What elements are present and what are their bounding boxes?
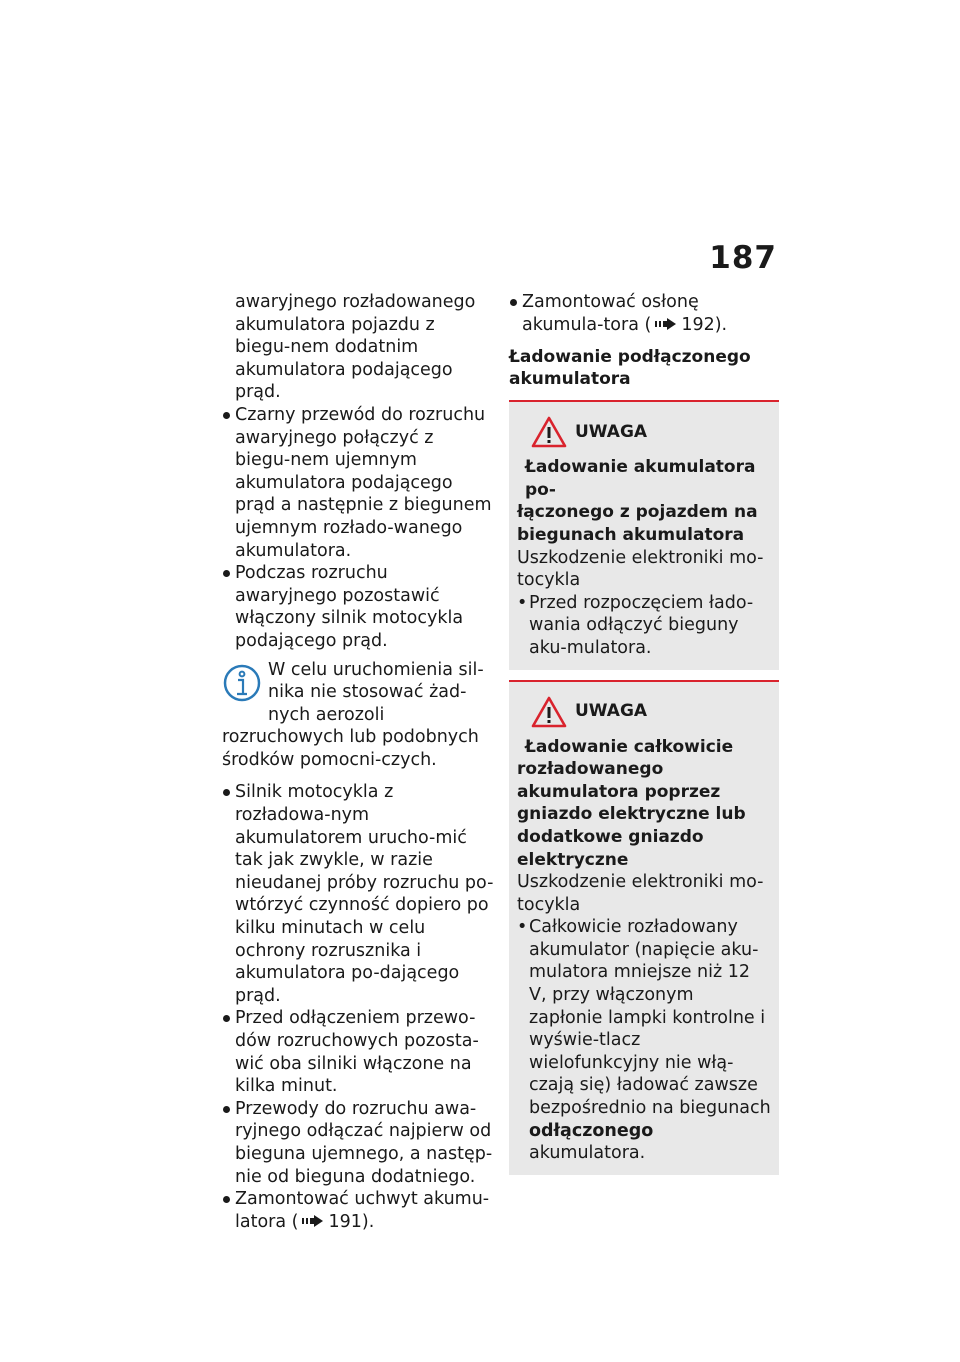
note-text: W celu uruchomienia sil-nika nie stosować żad-nych aerozoli rozruchowych lub podobnych środków pomocni-czych.: [222, 659, 484, 770]
warning-title-line: Ładowanie akumulatora po-: [525, 457, 756, 500]
warning-triangle-icon: [531, 415, 567, 449]
warning-consequence: Uszkodzenie elektroniki mo-tocykla: [517, 872, 764, 915]
warning-header: [531, 414, 771, 450]
right-column: [509, 291, 779, 1185]
warning-title: [517, 456, 771, 546]
info-icon: [222, 661, 262, 705]
list-item-text: Zamontować uchwyt akumu-latora (: [235, 1189, 490, 1232]
page-reference[interactable]: 191).: [328, 1211, 375, 1232]
arrow-right-icon: [655, 317, 677, 331]
warning-box: [509, 400, 779, 669]
list-item-text: Zamontować osłonę akumula-tora (: [522, 292, 699, 335]
warning-triangle-icon: [531, 695, 567, 729]
warning-label: UWAGA: [575, 701, 648, 722]
continued-text: awaryjnego rozładowanego akumulatora pojazdu z biegu-nem dodatnim akumulatora podającego prąd.: [235, 292, 476, 403]
warning-label: UWAGA: [575, 421, 648, 442]
warning-instruction-text: Całkowicie rozładowany akumulator (napięcie aku-mulatora mniejsze niż 12 V, przy włączonym zapłonie lampki kontrolne i wyświe-tlacz wielofunkcyjny nie włą-czają się) ładować zawsze bezpośrednio na biegunach: [529, 917, 771, 1119]
warning-title-line: Ładowanie całkowicie: [525, 736, 734, 757]
warning-consequence: Uszkodzenie elektroniki mo-tocykla: [517, 547, 764, 591]
emphasis-text: odłączonego: [529, 1120, 654, 1141]
info-note: [222, 659, 494, 772]
list-item: [222, 1188, 494, 1233]
section-heading: Ładowanie podłączonego akumulatora: [509, 347, 751, 390]
warning-box: [509, 680, 779, 1175]
warning-instruction: • Przed rozpoczęciem łado-wania odłączyć bieguny aku-mulatora.: [517, 592, 771, 660]
list-item: Przed odłączeniem przewo-dów rozruchowych pozosta-wić oba silniki włączone na kilka minut.: [222, 1007, 494, 1097]
warning-header: [531, 694, 771, 730]
arrow-right-icon: [302, 1214, 324, 1228]
list-item: Przewody do rozruchu awa-ryjnego odłączać najpierw od bieguna ujemnego, a następ-nie od bieguna dodatniego.: [222, 1098, 494, 1188]
list-item: [509, 291, 779, 336]
page-reference[interactable]: 192).: [681, 314, 728, 335]
left-column: [222, 291, 494, 1233]
warning-instruction: [517, 916, 771, 1165]
list-item: Silnik motocykla z rozładowa-nym akumulatorem urucho-mić tak jak zwykle, w razie nieudanej próby rozruchu po-wtórzyć czynność dopiero po kilku minutach w celu ochrony rozrusznika i akumulatora po-dającego prąd.: [222, 781, 494, 1007]
warning-instruction-end: akumulatora.: [529, 1143, 646, 1164]
warning-title-rest: łączonego z pojazdem na biegunach akumulatora: [517, 502, 758, 545]
page-number: 187: [709, 240, 777, 276]
warning-title-rest: rozładowanego akumulatora poprzez gniazdo elektryczne lub dodatkowe gniazdo elektryczne: [517, 759, 746, 870]
list-item: Czarny przewód do rozruchu awaryjnego połączyć z biegu-nem ujemnym akumulatora podającego prąd a następnie z biegunem ujemnym rozłado-wanego akumulatora.: [222, 404, 494, 562]
list-item: Podczas rozruchu awaryjnego pozostawić włączony silnik motocykla podającego prąd.: [222, 562, 494, 652]
warning-title: [517, 736, 771, 872]
